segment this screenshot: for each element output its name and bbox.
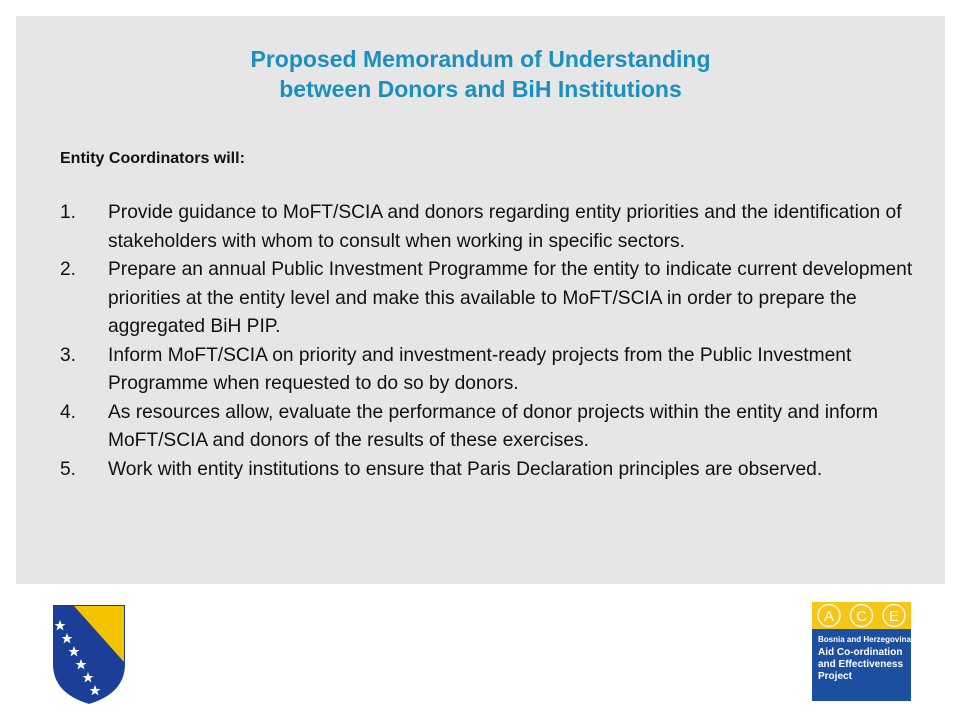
list-item-number: 4. bbox=[60, 401, 77, 423]
section-subheading: Entity Coordinators will: bbox=[60, 150, 245, 167]
list-item-number: 5. bbox=[60, 458, 77, 480]
title-line-1: Proposed Memorandum of Understanding bbox=[250, 46, 711, 72]
ace-project-logo bbox=[812, 602, 911, 701]
list-item bbox=[60, 342, 926, 399]
ace-line-1: Bosnia and Herzegovina bbox=[818, 635, 911, 644]
list-item-text: Inform MoFT/SCIA on priority and investment-ready projects from the Public Investment Programme when requested to do so by donors. bbox=[108, 344, 852, 394]
ace-line-4: Project bbox=[818, 671, 852, 682]
title-line-2: between Donors and BiH Institutions bbox=[279, 76, 682, 102]
list-item-text: Work with entity institutions to ensure that Paris Declaration principles are observed. bbox=[108, 458, 823, 480]
ace-letter-e: E bbox=[888, 608, 900, 625]
coordinator-duties-list bbox=[60, 199, 926, 484]
content-panel bbox=[16, 16, 945, 584]
list-item bbox=[60, 256, 926, 342]
list-item bbox=[60, 456, 926, 485]
slide-title bbox=[16, 44, 945, 104]
ace-logo-graphic bbox=[812, 602, 911, 701]
ace-letter-c: C bbox=[856, 608, 867, 625]
ace-line-2: Aid Co-ordination bbox=[818, 647, 903, 658]
list-item-number: 2. bbox=[60, 259, 77, 280]
list-item bbox=[60, 399, 926, 456]
list-item-number: 1. bbox=[60, 202, 77, 223]
bih-coat-of-arms-icon bbox=[50, 602, 128, 707]
list-item-number: 3. bbox=[60, 344, 77, 366]
ace-line-3: and Effectiveness bbox=[818, 659, 904, 670]
list-item-text: Provide guidance to MoFT/SCIA and donors regarding entity priorities and the identification of stakeholders with whom to consult when working in specific sectors. bbox=[108, 202, 902, 252]
list-item-text: As resources allow, evaluate the performance of donor projects within the entity and inform MoFT/SCIA and donors of the results of these exercises. bbox=[108, 401, 879, 451]
list-item-text: Prepare an annual Public Investment Programme for the entity to indicate current development priorities at the entity level and make this available to MoFT/SCIA in order to prepare the aggregated BiH PIP. bbox=[108, 259, 913, 337]
ace-letter-a: A bbox=[823, 608, 835, 625]
list-item bbox=[60, 199, 926, 256]
